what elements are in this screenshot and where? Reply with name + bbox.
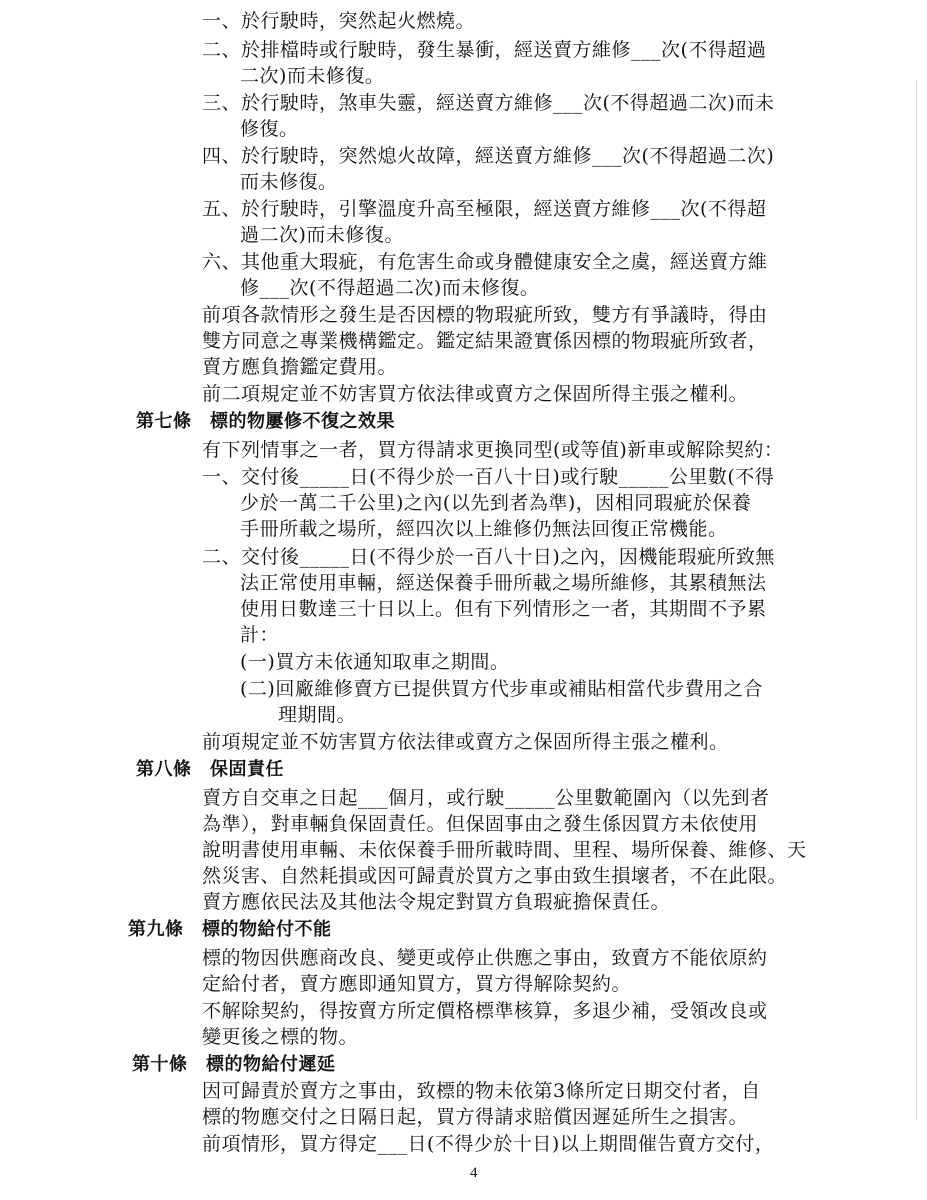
paragraph-line: 雙方同意之專業機構鑑定。鑑定結果證實係因標的物瑕疵所致者，	[202, 330, 768, 352]
article-8-heading: 第八條 保固責任	[136, 759, 284, 780]
list-item-cont: 計：	[240, 624, 280, 646]
page-edge-right	[916, 80, 917, 1120]
paragraph-line: 變更後之標的物。	[202, 1026, 359, 1048]
page-number: 4	[470, 1165, 478, 1181]
sub-item-cont: 理期間。	[278, 704, 357, 726]
clause-item-1: 一、於行駛時，突然起火燃燒。	[202, 10, 476, 32]
paragraph-line: 有下列情事之一者，買方得請求更換同型(或等值)新車或解除契約：	[202, 439, 784, 461]
paragraph-line: 前項情形，買方得定___日(不得少於十日)以上期間催告賣方交付，	[202, 1133, 775, 1155]
paragraph-line: 為準），對車輛負保固責任。但保固事由之發生係因買方未依使用	[202, 813, 759, 835]
list-item-cont: 手冊所載之場所，經四次以上維修仍無法回復正常機能。	[240, 518, 728, 540]
article-9-heading: 第九條 標的物給付不能	[128, 919, 332, 940]
article-7-heading: 第七條 標的物屢修不復之效果	[136, 411, 395, 432]
clause-item-2-cont: 二次)而未修復。	[240, 65, 385, 87]
clause-item-3-cont: 修復。	[240, 118, 299, 140]
list-item: 一、交付後_____日(不得少於一百八十日)或行駛_____公里數(不得	[202, 466, 775, 488]
paragraph-line: 賣方應依民法及其他法令規定對買方負瑕疵擔保責任。	[202, 891, 671, 913]
list-item-cont: 使用日數達三十日以上。但有下列情形之一者，其期間不予累	[240, 598, 767, 620]
paragraph-line: 前項各款情形之發生是否因標的物瑕疵所致，雙方有爭議時，得由	[202, 304, 768, 326]
paragraph-line: 然災害、自然耗損或因可歸責於買方之事由致生損壞者，不在此限。	[202, 865, 788, 887]
paragraph-line: 賣方自交車之日起___個月，或行駛_____公里數範圍內（以先到者	[202, 787, 770, 809]
clause-item-4: 四、於行駛時，突然熄火故障，經送賣方維修___次(不得超過二次)	[202, 145, 775, 167]
paragraph-line: 說明書使用車輛、未依保養手冊所載時間、里程、場所保養、維修、天	[202, 839, 807, 861]
paragraph-line: 不解除契約，得按賣方所定價格標準核算，多退少補，受領改良或	[202, 1000, 768, 1022]
clause-item-3: 三、於行駛時，煞車失靈，經送賣方維修___次(不得超過二次)而未	[202, 92, 775, 114]
paragraph-line: 賣方應負擔鑑定費用。	[202, 356, 398, 378]
paragraph-line: 標的物應交付之日隔日起，買方得請求賠償因遲延所生之損害。	[202, 1106, 749, 1128]
paragraph-line: 定給付者，賣方應即通知買方，買方得解除契約。	[202, 973, 632, 995]
paragraph-line: 前項規定並不妨害買方依法律或賣方之保固所得主張之權利。	[202, 731, 729, 753]
list-item-cont: 法正常使用車輛，經送保養手冊所載之場所維修，其累積無法	[240, 572, 767, 594]
article-10-heading: 第十條 標的物給付遲延	[132, 1054, 336, 1075]
paragraph-line: 因可歸責於賣方之事由，致標的物未依第3條所定日期交付者，自	[202, 1080, 761, 1102]
sub-item: (二)回廠維修賣方已提供買方代步車或補貼相當代步費用之合	[240, 678, 763, 700]
paragraph-line: 標的物因供應商改良、變更或停止供應之事由，致賣方不能依原約	[202, 947, 768, 969]
clause-item-2: 二、於排檔時或行駛時，發生暴衝，經送賣方維修___次(不得超過	[202, 39, 767, 61]
clause-item-5-cont: 過二次)而未修復。	[240, 224, 404, 246]
clause-item-4-cont: 而未修復。	[240, 171, 338, 193]
clause-item-6-cont: 修___次(不得超過二次)而未修復。	[240, 277, 540, 299]
clause-item-5: 五、於行駛時，引擎溫度升高至極限，經送賣方維修___次(不得超	[202, 198, 767, 220]
clause-item-6: 六、其他重大瑕疵，有危害生命或身體健康安全之虞，經送賣方維	[202, 251, 768, 273]
list-item: 二、交付後_____日(不得少於一百八十日)之內，因機能瑕疵所致無	[202, 546, 775, 568]
list-item-cont: 少於一萬二千公里)之內(以先到者為準)，因相同瑕疵於保養	[240, 492, 752, 514]
sub-item: (一)買方未依通知取車之期間。	[240, 651, 510, 673]
paragraph-line: 前二項規定並不妨害買方依法律或賣方之保固所得主張之權利。	[202, 383, 749, 405]
